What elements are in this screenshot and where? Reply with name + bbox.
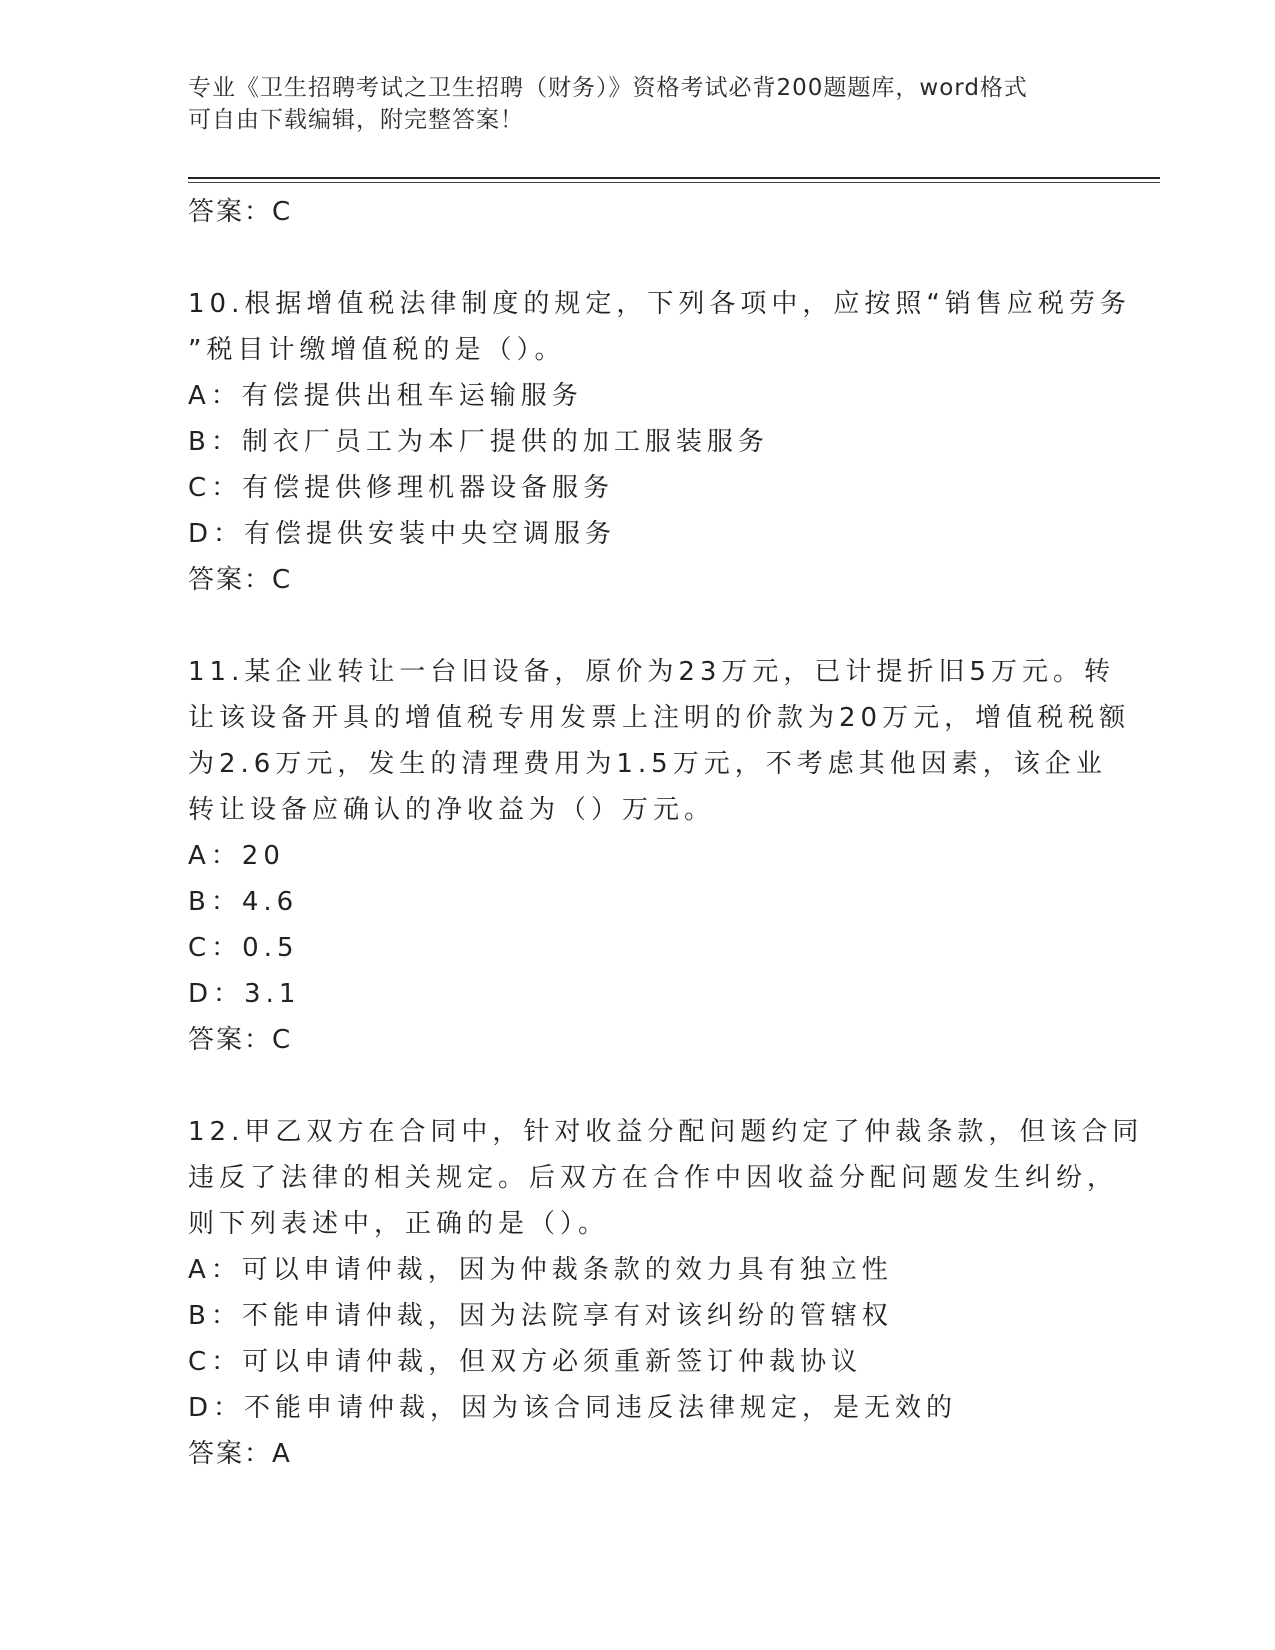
header-divider-thick [188,177,1160,179]
question-block [188,1109,1144,1477]
spacer [188,1063,1088,1109]
header-line-1: 专业《卫生招聘考试之卫生招聘（财务）》资格考试必背200题题库，word格式 [188,75,1028,101]
answer-line: 答案：C [188,565,293,595]
question-text: 11.某企业转让一台旧设备，原价为23万元，已计提折旧5万元。转 [188,657,1115,687]
option-d: D：不能申请仲裁，因为该合同违反法律规定，是无效的 [188,1393,958,1423]
answer-line: 答案：C [188,1025,293,1055]
question-text: 12.甲乙双方在合同中，针对收益分配问题约定了仲裁条款，但该合同 [188,1117,1144,1147]
option-a: A：可以申请仲裁，因为仲裁条款的效力具有独立性 [188,1255,893,1285]
question-list [188,189,1144,1477]
document-header [188,72,1088,136]
question-text: 转让设备应确认的净收益为（）万元。 [188,795,716,825]
option-b: B：制衣厂员工为本厂提供的加工服装服务 [188,427,769,457]
answer-line: 答案：C [188,197,293,227]
option-d: D：有偿提供安装中央空调服务 [188,519,617,549]
question-text: ”税目计缴增值税的是（）。 [188,335,566,365]
question-text: 则下列表述中，正确的是（）。 [188,1209,610,1239]
option-a: A：20 [188,841,285,871]
question-text: 为2.6万元，发生的清理费用为1.5万元，不考虑其他因素，该企业 [188,749,1107,779]
header-divider-thin [188,182,1160,183]
spacer [188,603,1088,649]
option-c: C：0.5 [188,933,299,963]
option-d: D：3.1 [188,979,301,1009]
option-c: C：有偿提供修理机器设备服务 [188,473,615,503]
question-block [188,649,1131,1063]
question-text: 违反了法律的相关规定。后双方在合作中因收益分配问题发生纠纷， [188,1163,1119,1193]
header-line-2: 可自由下载编辑，附完整答案！ [188,107,524,133]
question-text: 让该设备开具的增值税专用发票上注明的价款为20万元，增值税税额 [188,703,1131,733]
answer-line: 答案：A [188,1439,292,1469]
option-b: B：4.6 [188,887,299,917]
option-a: A：有偿提供出租车运输服务 [188,381,583,411]
option-c: C：可以申请仲裁，但双方必须重新签订仲裁协议 [188,1347,863,1377]
option-b: B：不能申请仲裁，因为法院享有对该纠纷的管辖权 [188,1301,893,1331]
question-text: 10.根据增值税法律制度的规定，下列各项中，应按照“销售应税劳务 [188,289,1131,319]
question-block [188,281,1131,603]
spacer [188,235,1088,281]
